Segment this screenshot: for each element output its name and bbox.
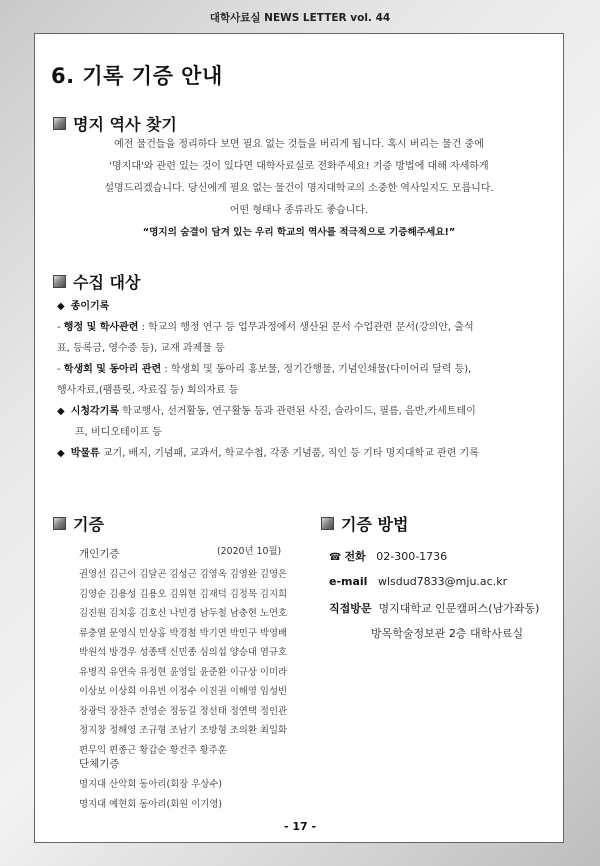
diamond-bullet-icon: ◆ — [57, 406, 65, 417]
contact-visit: 직접방문 명지대학교 인문캠퍼스(남가좌동) — [329, 602, 540, 615]
list-item: 명지대 산악회 동아리(회장 우상수) — [79, 779, 223, 790]
history-intro: 예전 물건들을 정리하다 보면 필요 없는 것들을 버리게 됩니다. 혹시 버리는 물건 중에 '명지대'와 관련 있는 것이 있다면 대학사료실로 전화주세요! 기증 방법에 대해 자세하게 설명드리겠습니다. 당신에게 필요 없는 물건이 명지대학교의 소중한 역사일지도 모릅니다. 어떤 형태나 종류라도 좋습니다. “명지의 숨결이 담겨 있는 우리 학교의 역사를 적극적으로 기증해주세요!” — [49, 134, 549, 244]
donor-names — [79, 565, 299, 760]
section-heading-method: 기증 방법 — [321, 512, 408, 535]
square-bullet-icon — [321, 517, 334, 530]
section-heading-history: 명지 역사 찾기 — [53, 112, 177, 135]
list-item: 류충열 문영식 민상홍 박경철 박기연 박민구 박영배 — [79, 627, 288, 639]
list-item: 명지대 예현회 동아리(회원 이기영) — [79, 799, 223, 810]
list-item: 김영순 김용성 김용오 김위현 김재덕 김정목 김지희 — [79, 588, 288, 600]
list-item: 정지창 정해영 조규형 조남기 조방형 조의환 최일화 — [79, 725, 288, 736]
square-bullet-icon — [53, 517, 66, 530]
page-title: 6. 기록 기증 안내 — [51, 64, 223, 88]
list-item: 장광덕 장찬주 전영순 정동길 정선태 정연택 정인관 — [79, 705, 288, 717]
contact-visit-location: 방목학술정보관 2층 대학사료실 — [371, 627, 524, 640]
donation-emphasis: “명지의 숨결이 담겨 있는 우리 학교의 역사를 적극적으로 기증해주세요!” — [142, 227, 456, 238]
list-item-artifacts: ◆ 박물류 교기, 배지, 기념패, 교과서, 학교수첩, 각종 기념품, 직인 등 기타 명지대학교 관련 기록 — [57, 448, 479, 459]
list-item: 권영선 김근이 김달곤 김성근 김영옥 김영완 김영은 — [79, 569, 288, 580]
list-item: 편무익 편종근 황갑순 황건주 황주훈 — [79, 744, 227, 756]
donation-date: (2020년 10월) — [217, 546, 282, 557]
list-item-student: - 학생회 및 동아리 관련 : 학생회 및 동아리 홍보물, 정기간행물, 기념인쇄물(다이어리 달력 등), — [57, 364, 472, 375]
contact-phone: ☎ 전화 02-300-1736 — [329, 550, 448, 563]
page-number: - 17 - — [283, 820, 317, 833]
diamond-bullet-icon: ◆ — [57, 448, 65, 459]
page — [34, 33, 564, 843]
list-item-paper: ◆ 종이기록 — [57, 301, 110, 312]
square-bullet-icon — [53, 117, 66, 130]
list-item: 유병직 유연숙 유정현 윤영일 윤준환 이규상 이미라 — [79, 666, 288, 678]
list-item: 박원석 방경우 성종택 신민종 심의섭 양승대 염규호 — [79, 647, 288, 658]
list-item: 이상보 이상희 이유빈 이정수 이진권 이해영 임성빈 — [79, 686, 288, 697]
list-item-audiovisual: ◆ 시청각기록 학교행사, 선거활동, 연구활동 등과 관련된 사진, 슬라이드, 필름, 음반,카세트테이 — [57, 406, 476, 417]
phone-icon: ☎ — [329, 552, 342, 563]
group-donation-label: 단체기증 — [79, 758, 120, 770]
contact-email: e-mail wlsdud7833@mju.ac.kr — [329, 575, 508, 588]
square-bullet-icon — [53, 275, 66, 288]
diamond-bullet-icon: ◆ — [57, 301, 65, 312]
collection-list: ◆ 종이기록 - 행정 및 학사관련 : 학교의 행정 연구 등 업무과정에서 생산된 문서 수업관련 문서(강의안, 출석 표, 등록금, 영수증 등), 교재 과제물 등 - 학생회 및 동아리 관련 : 학생회 및 동아리 홍보물, 정기간행물, 기념인쇄물(다이어리 달력 등), 행사자료,(팸플릿, 자료집 등) 회의자료 등 ◆ 시청각기록 학교행사, 선거활동, 연구활동 등과 관련된 사진, 슬라이드, 필름, 음반,카세트테이 프, 비디오테이프 등 ◆ 박물류 교기, 배지, 기념패, 교과서, 학교수첩, 각종 기념품, 직인 등 기타 명지대학교 관련 기록 — [57, 296, 543, 464]
section-heading-donation: 기증 — [53, 512, 104, 535]
section-heading-collection: 수집 대상 — [53, 270, 140, 293]
newsletter-header: 대학사료실 NEWS LETTER vol. 44 — [209, 12, 391, 24]
list-item: 김진원 김치홍 김호신 나민경 남두철 남충현 노연호 — [79, 608, 288, 619]
individual-donation-label: 개인기증 — [79, 548, 120, 560]
list-item-admin: - 행정 및 학사관련 : 학교의 행정 연구 등 업무과정에서 생산된 문서 수업관련 문서(강의안, 출석 — [57, 322, 474, 333]
